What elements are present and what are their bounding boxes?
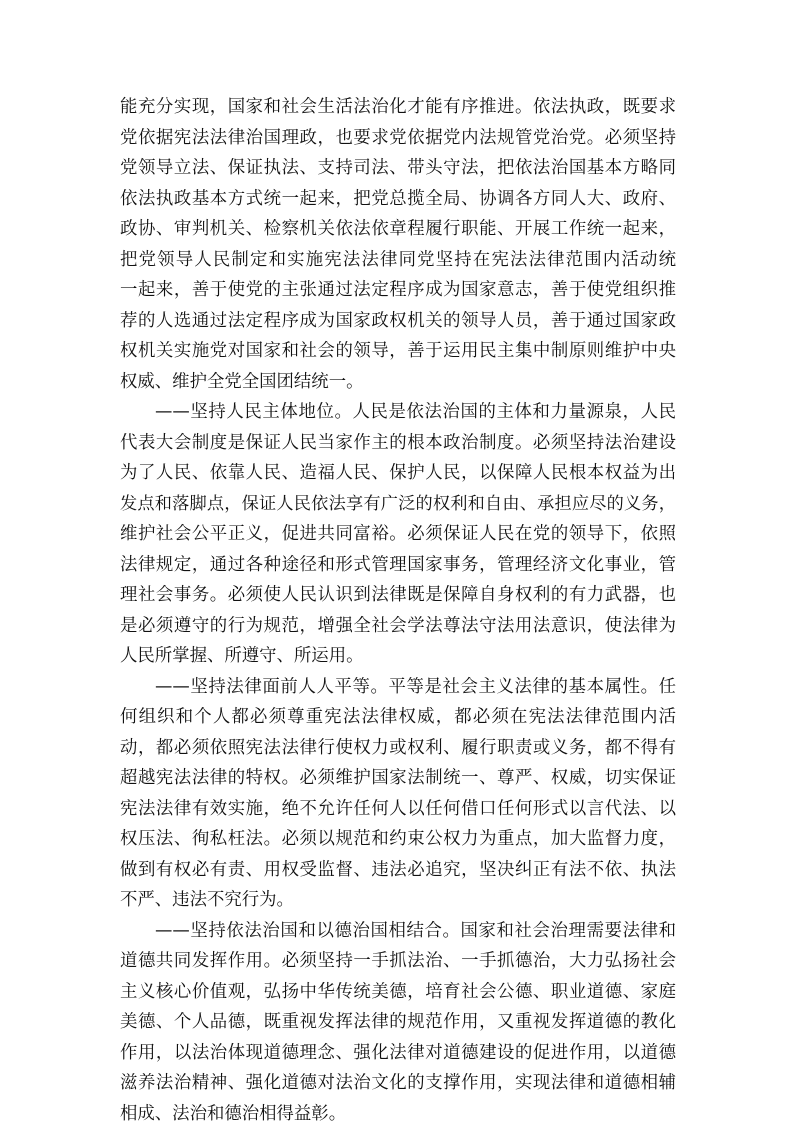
document-body <box>120 92 676 1129</box>
text-line: ——坚持人民主体地位。人民是依法治国的主体和力量源泉，人民 <box>120 397 676 428</box>
text-line: ——坚持法律面前人人平等。平等是社会主义法律的基本属性。任 <box>120 672 676 703</box>
text-line: 何组织和个人都必须尊重宪法法律权威，都必须在宪法法律范围内活 <box>120 702 676 733</box>
text-line: 道德共同发挥作用。必须坚持一手抓法治、一手抓德治，大力弘扬社会 <box>120 946 676 977</box>
text-line: 发点和落脚点，保证人民依法享有广泛的权利和自由、承担应尽的义务， <box>120 489 676 520</box>
paragraph <box>120 672 676 916</box>
text-line: 不严、违法不究行为。 <box>120 885 676 916</box>
text-line: 滋养法治精神、强化道德对法治文化的支撑作用，实现法律和道德相辅 <box>120 1068 676 1099</box>
text-line: 代表大会制度是保证人民当家作主的根本政治制度。必须坚持法治建设 <box>120 428 676 459</box>
paragraph <box>120 92 676 397</box>
text-line: 为了人民、依靠人民、造福人民、保护人民，以保障人民根本权益为出 <box>120 458 676 489</box>
text-line: 法律规定，通过各种途径和形式管理国家事务，管理经济文化事业，管 <box>120 550 676 581</box>
text-line: 党依据宪法法律治国理政，也要求党依据党内法规管党治党。必须坚持 <box>120 123 676 154</box>
text-line: 是必须遵守的行为规范，增强全社会学法尊法守法用法意识，使法律为 <box>120 611 676 642</box>
paragraph <box>120 397 676 672</box>
text-line: 维护社会公平正义，促进共同富裕。必须保证人民在党的领导下，依照 <box>120 519 676 550</box>
text-line: 动，都必须依照宪法法律行使权力或权利、履行职责或义务，都不得有 <box>120 733 676 764</box>
text-line: 能充分实现，国家和社会生活法治化才能有序推进。依法执政，既要求 <box>120 92 676 123</box>
text-line: 依法执政基本方式统一起来，把党总揽全局、协调各方同人大、政府、 <box>120 184 676 215</box>
text-line: 美德、个人品德，既重视发挥法律的规范作用，又重视发挥道德的教化 <box>120 1007 676 1038</box>
text-line: ——坚持依法治国和以德治国相结合。国家和社会治理需要法律和 <box>120 916 676 947</box>
text-line: 权威、维护全党全国团结统一。 <box>120 367 676 398</box>
text-line: 一起来，善于使党的主张通过法定程序成为国家意志，善于使党组织推 <box>120 275 676 306</box>
text-line: 做到有权必有责、用权受监督、违法必追究，坚决纠正有法不依、执法 <box>120 855 676 886</box>
text-line: 超越宪法法律的特权。必须维护国家法制统一、尊严、权威，切实保证 <box>120 763 676 794</box>
paragraph <box>120 916 676 1129</box>
text-line: 主义核心价值观，弘扬中华传统美德，培育社会公德、职业道德、家庭 <box>120 977 676 1008</box>
text-line: 理社会事务。必须使人民认识到法律既是保障自身权利的有力武器，也 <box>120 580 676 611</box>
text-line: 作用，以法治体现道德理念、强化法律对道德建设的促进作用，以道德 <box>120 1038 676 1069</box>
text-line: 宪法法律有效实施，绝不允许任何人以任何借口任何形式以言代法、以 <box>120 794 676 825</box>
text-line: 荐的人选通过法定程序成为国家政权机关的领导人员，善于通过国家政 <box>120 306 676 337</box>
text-line: 把党领导人民制定和实施宪法法律同党坚持在宪法法律范围内活动统 <box>120 245 676 276</box>
text-line: 相成、法治和德治相得益彰。 <box>120 1099 676 1129</box>
text-line: 政协、审判机关、检察机关依法依章程履行职能、开展工作统一起来， <box>120 214 676 245</box>
text-line: 权机关实施党对国家和社会的领导，善于运用民主集中制原则维护中央 <box>120 336 676 367</box>
text-line: 党领导立法、保证执法、支持司法、带头守法，把依法治国基本方略同 <box>120 153 676 184</box>
text-line: 人民所掌握、所遵守、所运用。 <box>120 641 676 672</box>
text-line: 权压法、徇私枉法。必须以规范和约束公权力为重点，加大监督力度， <box>120 824 676 855</box>
